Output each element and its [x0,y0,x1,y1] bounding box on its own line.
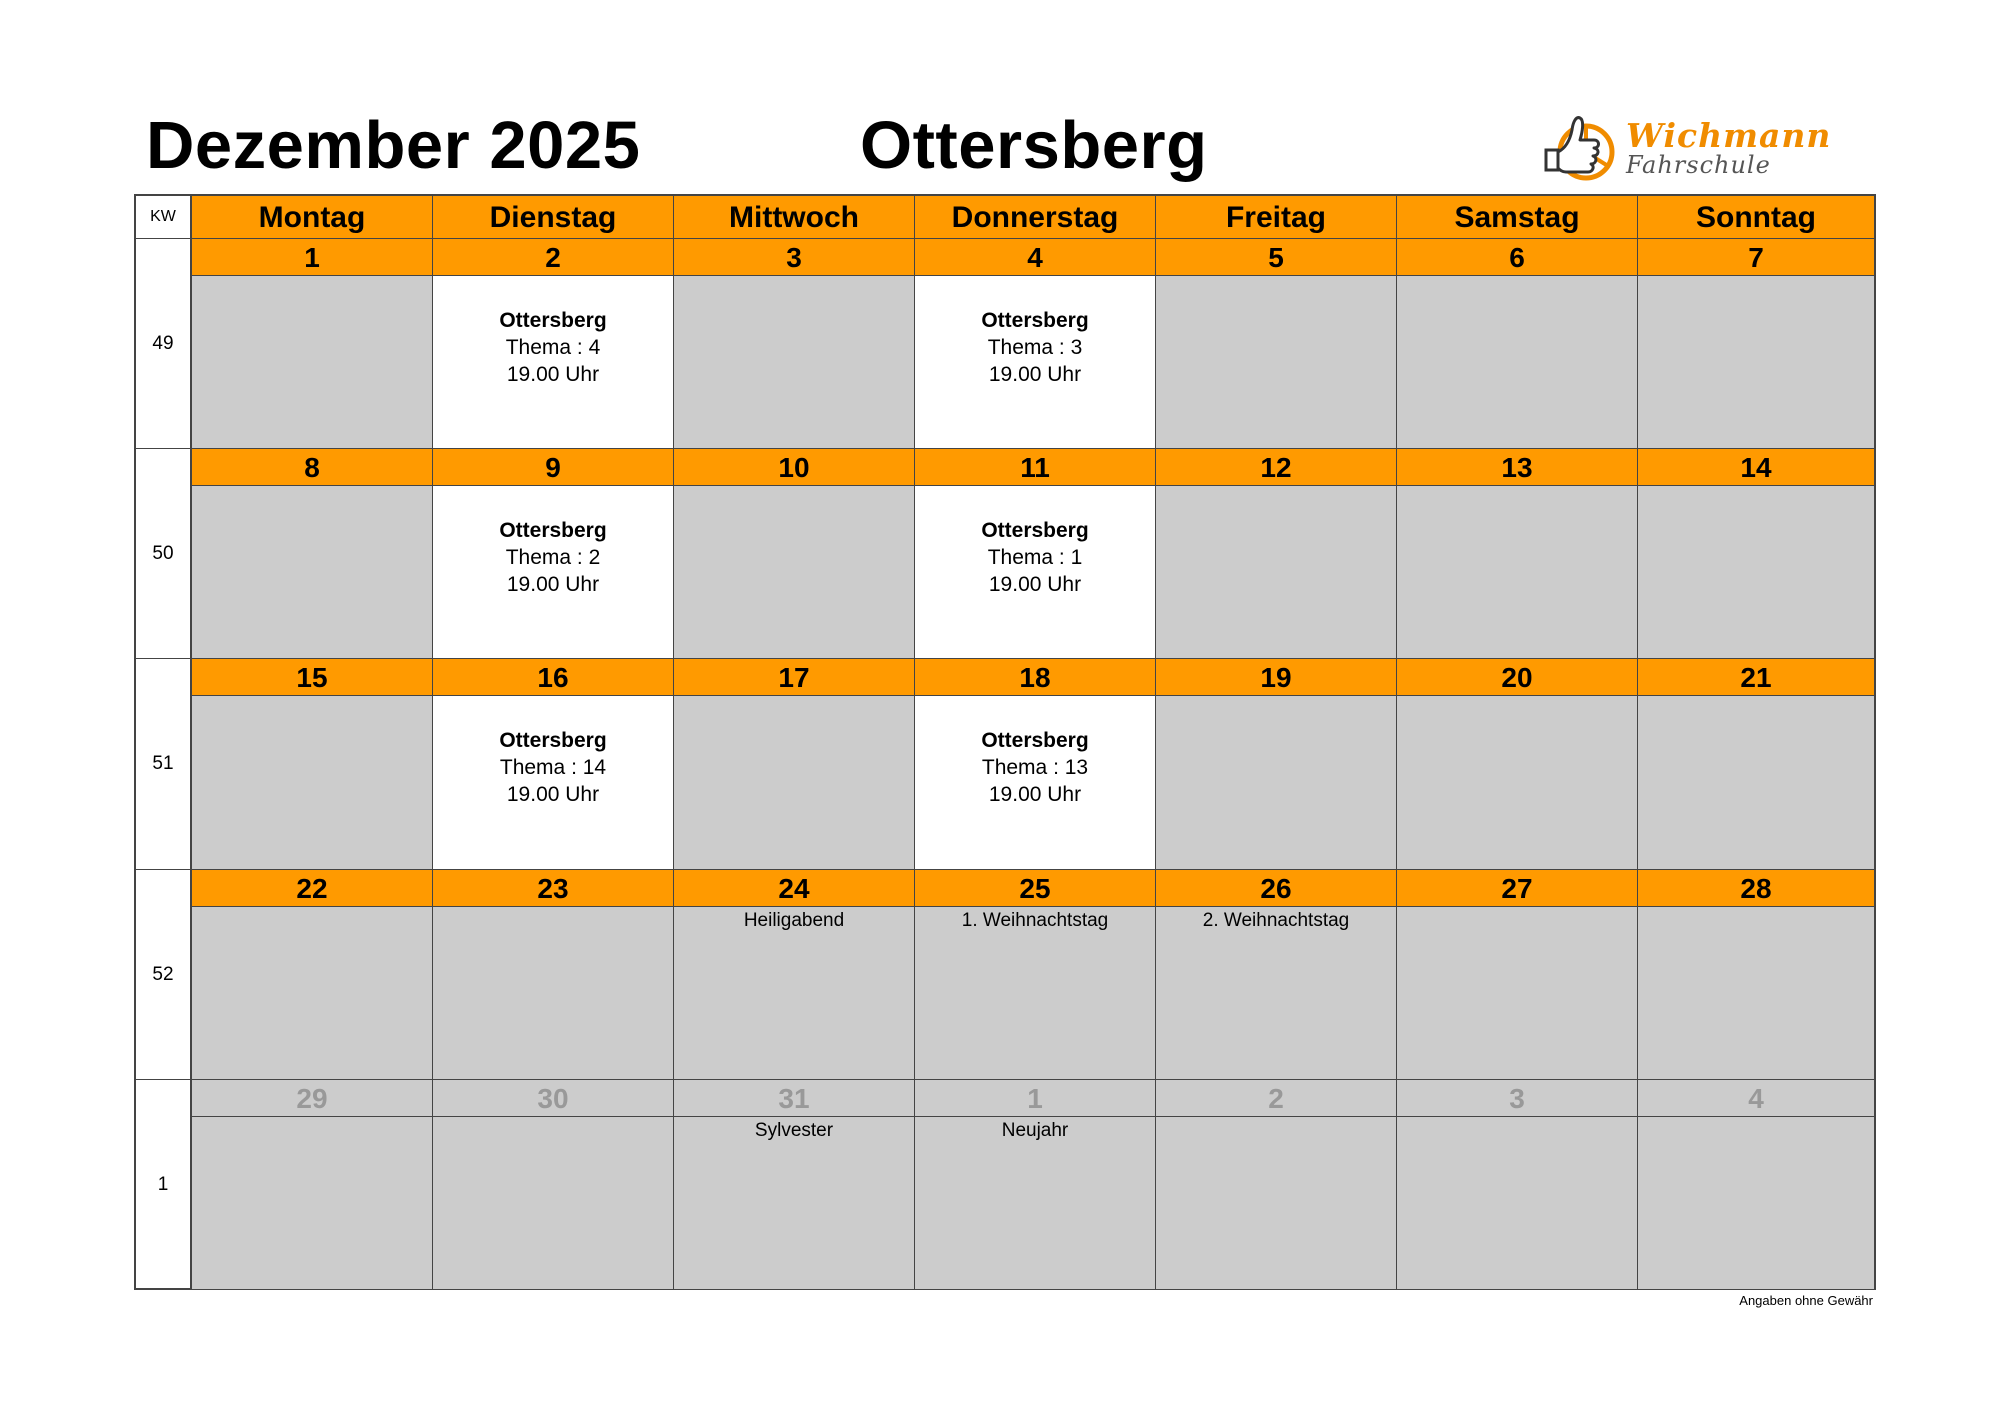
day-number: 12 [1155,449,1396,486]
event-title: Ottersberg [981,309,1089,332]
day-number: 10 [673,449,914,486]
day-number: 3 [1396,1080,1637,1117]
event-topic: Thema : 4 [505,336,601,359]
day-number: 31 [673,1080,914,1117]
day-cell [191,1117,432,1290]
logo-brand-text: Wichmann [1626,116,1832,155]
thumbs-up-steering-wheel-icon [1536,104,1622,184]
holiday-label: Neujahr [1001,1119,1069,1141]
day-number: 3 [673,239,914,276]
day-number: 30 [432,1080,673,1117]
weekday-header: Donnerstag [914,196,1155,239]
day-cell [432,907,673,1080]
day-cell [673,486,914,659]
kw-column-header: KW [136,196,191,239]
day-number: 7 [1637,239,1874,276]
weekday-header: Mittwoch [673,196,914,239]
holiday-label: 2. Weihnachtstag [1202,909,1350,931]
brand-logo [1536,104,1856,184]
weekday-header: Montag [191,196,432,239]
event-title: Ottersberg [499,729,607,753]
event-day-cell [432,276,673,449]
day-number: 1 [191,239,432,276]
day-cell [1396,486,1637,659]
event-title: Ottersberg [981,519,1089,543]
event-title: Ottersberg [981,729,1089,753]
event-time: 19.00 Uhr [506,783,600,807]
event-time: 19.00 Uhr [988,363,1082,386]
day-number: 9 [432,449,673,486]
day-number: 5 [1155,239,1396,276]
day-number: 2 [432,239,673,276]
day-number: 8 [191,449,432,486]
calendar-week-number: 49 [136,239,191,449]
day-cell [1155,276,1396,449]
day-cell [432,1117,673,1290]
day-number: 16 [432,659,673,696]
day-cell [1155,486,1396,659]
day-cell [673,1117,914,1290]
event-topic: Thema : 3 [987,336,1083,359]
calendar-week-number: 51 [136,659,191,869]
day-number: 27 [1396,870,1637,907]
disclaimer: Angaben ohne Gewähr [1739,1293,1873,1308]
event-day-cell [914,486,1155,659]
event-time: 19.00 Uhr [506,573,600,597]
day-cell [1637,907,1874,1080]
event-time: 19.00 Uhr [988,573,1082,597]
event-topic: Thema : 14 [499,756,607,780]
day-cell [1396,907,1637,1080]
day-number: 24 [673,870,914,907]
day-number: 4 [914,239,1155,276]
holiday-label: Heiligabend [743,909,845,931]
event-time: 19.00 Uhr [506,363,600,386]
day-number: 17 [673,659,914,696]
event-time: 19.00 Uhr [988,783,1082,807]
day-number: 21 [1637,659,1874,696]
calendar-week-number: 52 [136,870,191,1080]
day-cell [1155,907,1396,1080]
event-topic: Thema : 2 [505,546,601,570]
day-cell [1637,486,1874,659]
day-number: 11 [914,449,1155,486]
page-title-location: Ottersberg [860,108,1208,183]
day-cell [673,696,914,869]
day-number: 28 [1637,870,1874,907]
day-cell [914,1117,1155,1290]
day-number: 2 [1155,1080,1396,1117]
day-cell [1637,1117,1874,1290]
day-cell [191,486,432,659]
day-number: 15 [191,659,432,696]
day-number: 26 [1155,870,1396,907]
month-calendar [134,194,1876,1290]
event-day-cell [914,696,1155,869]
day-cell [191,276,432,449]
event-title: Ottersberg [499,519,607,543]
weekday-header: Sonntag [1637,196,1874,239]
weekday-header: Samstag [1396,196,1637,239]
day-cell [673,276,914,449]
event-topic: Thema : 13 [981,756,1089,780]
weekday-header: Dienstag [432,196,673,239]
day-cell [673,907,914,1080]
day-number: 23 [432,870,673,907]
page-title-month: Dezember 2025 [146,108,641,183]
holiday-label: 1. Weihnachtstag [961,909,1109,931]
holiday-label: Sylvester [754,1119,834,1141]
day-cell [191,907,432,1080]
calendar-week-number: 1 [136,1080,191,1290]
day-cell [1155,696,1396,869]
day-cell [1637,276,1874,449]
day-cell [914,907,1155,1080]
event-day-cell [432,696,673,869]
day-cell [1637,696,1874,869]
calendar-week-number: 50 [136,449,191,659]
day-cell [1155,1117,1396,1290]
day-number: 22 [191,870,432,907]
day-number: 19 [1155,659,1396,696]
weekday-header: Freitag [1155,196,1396,239]
event-title: Ottersberg [499,309,607,332]
day-number: 6 [1396,239,1637,276]
event-topic: Thema : 1 [987,546,1083,570]
day-number: 1 [914,1080,1155,1117]
day-cell [1396,1117,1637,1290]
day-cell [1396,276,1637,449]
logo-subtitle-text: Fahrschule [1626,151,1771,179]
day-number: 14 [1637,449,1874,486]
event-day-cell [914,276,1155,449]
day-number: 20 [1396,659,1637,696]
event-day-cell [432,486,673,659]
day-number: 13 [1396,449,1637,486]
day-number: 29 [191,1080,432,1117]
day-number: 4 [1637,1080,1874,1117]
day-number: 25 [914,870,1155,907]
day-number: 18 [914,659,1155,696]
day-cell [1396,696,1637,869]
day-cell [191,696,432,869]
